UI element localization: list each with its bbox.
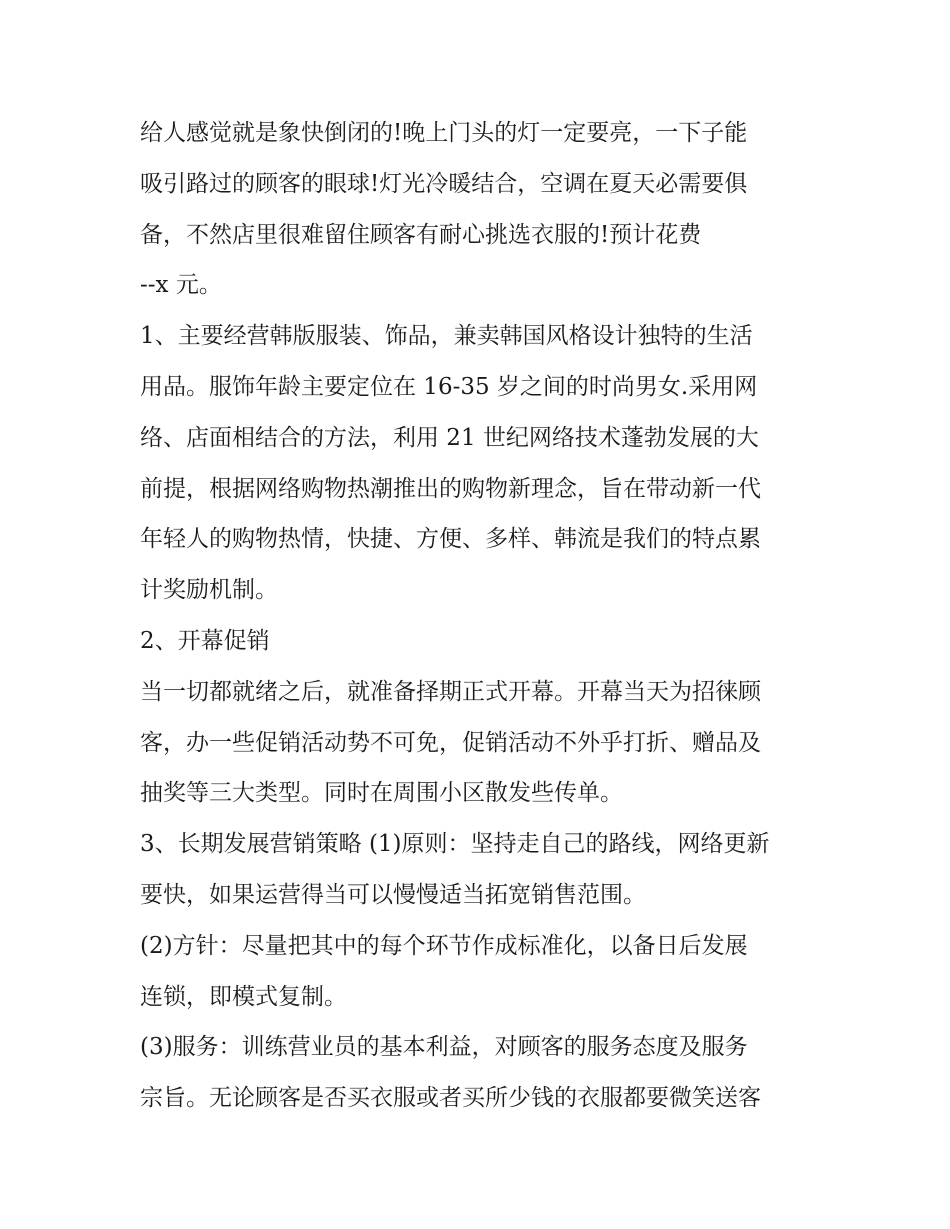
text-line: 年轻人的购物热情，快捷、方便、多样、韩流是我们的特点累 <box>140 526 761 553</box>
text-line: 用品。服饰年龄主要定位在 16-35 岁之间的时尚男女.采用网 <box>140 373 758 400</box>
text-line: 3、长期发展营销策略 (1)原则：坚持走自己的路线，网络更新 <box>140 831 770 858</box>
text-line: 宗旨。无论顾客是否买衣服或者买所少钱的衣服都要微笑送客 <box>140 1085 761 1112</box>
section-heading: 2、开幕促销 <box>140 627 270 654</box>
text-line: 连锁，即模式复制。 <box>140 983 347 1010</box>
text-line: 当一切都就绪之后，就准备择期正式开幕。开幕当天为招徕顾 <box>140 678 761 705</box>
text-line: 给人感觉就是象快倒闭的!晚上门头的灯一定要亮，一下子能 <box>140 120 748 146</box>
text-line: 络、店面相结合的方法，利用 21 世纪网络技术蓬勃发展的大 <box>140 424 759 451</box>
text-line: 计奖励机制。 <box>140 577 278 604</box>
text-line: 要快，如果运营得当可以慢慢适当拓宽销售范围。 <box>140 881 646 908</box>
text-line: 客，办一些促销活动势不可免，促销活动不外乎打折、赠品及 <box>140 729 761 756</box>
text-line: --x 元。 <box>140 272 222 299</box>
text-line: 吸引路过的顾客的眼球!灯光冷暖结合，空调在夏天必需要俱 <box>140 170 748 197</box>
text-line: 备，不然店里很难留住顾客有耐心挑选衣服的!预计花费 <box>140 221 702 248</box>
text-line: 前提，根据网络购物热潮推出的购物新理念，旨在带动新一代 <box>140 475 761 502</box>
text-line: (3)服务：训练营业员的基本利益，对顾客的服务态度及服务 <box>140 1034 748 1061</box>
text-line: 抽奖等三大类型。同时在周围小区散发些传单。 <box>140 780 623 807</box>
text-line: (2)方针：尽量把其中的每个环节作成标准化，以备日后发展 <box>140 932 748 959</box>
document-body <box>140 108 820 1124</box>
text-line: 1、主要经营韩版服装、饰品，兼卖韩国风格设计独特的生活 <box>140 323 753 350</box>
